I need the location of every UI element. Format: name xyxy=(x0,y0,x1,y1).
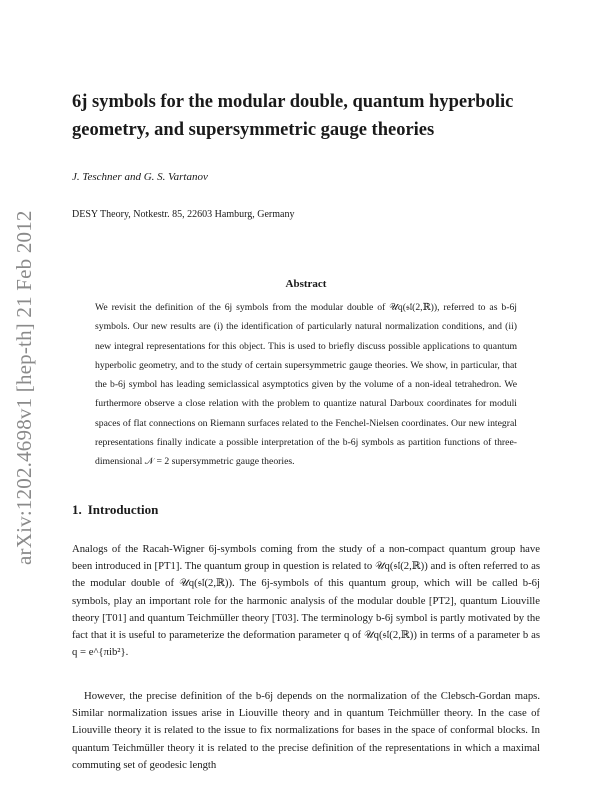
paper-authors: J. Teschner and G. S. Vartanov xyxy=(72,171,208,183)
paper-title: 6j symbols for the modular double, quantum hyperbolic geometry, and supersymmetric gauge theories xyxy=(72,92,514,140)
author-affiliation: DESY Theory, Notkestr. 85, 22603 Hamburg, Germany xyxy=(72,209,295,220)
section-title: Introduction xyxy=(87,502,159,517)
body-paragraph: However, the precise definition of the b-6j depends on the normalization of the Clebsch-Gordan maps. Similar normalization issues arise in Liouville theory and in quantum Teichmüller theory. In the case of Liouville theory it is related to the issue to fix normalizations for bases in the space of conformal blocks. In quantum Teichmüller theory it is related to the precise definition of the representations in which a maximal commuting set of geodesic length xyxy=(72,690,540,771)
section-heading xyxy=(72,502,158,518)
abstract-heading: Abstract xyxy=(285,278,327,290)
abstract-body: We revisit the definition of the 6j symbols from the modular double of 𝒰q(𝔰𝔩(2,ℝ)), referred to as b-6j symbols. Our new results are (i) the identification of particularly natural normalization conditions, and (ii) new integral representations for this object. This is used to briefly discuss possible applications to quantum hyperbolic geometry, and to the study of certain supersymmetric gauge theories. We show, in particular, that the b-6j symbol has leading semiclassical asymptotics given by the volume of a non-ideal tetrahedron. We furthermore observe a close relation with the problem to quantize natural Darboux coordinates for moduli spaces of flat connections on Riemann surfaces related to the Fenchel-Nielsen coordinates. Our new integral representations finally indicate a possible interpretation of the b-6j symbols as partition functions of three-dimensional 𝒩 = 2 supersymmetric gauge theories. xyxy=(95,302,517,468)
section-number: 1. xyxy=(72,502,82,517)
body-paragraph: Analogs of the Racah-Wigner 6j-symbols coming from the study of a non-compact quantum group have been introduced in [PT1]. The quantum group in question is related to 𝒰q(𝔰𝔩(2,ℝ)) and is often referred to as the modular double of 𝒰q(𝔰𝔩(2,ℝ)). The 6j-symbols of this quantum group, which will be called b-6j symbols, play an important role for the harmonic analysis of the modular double [PT2], quantum Liouville theory [T01] and quantum Teichmüller theory [T03]. The terminology b-6j symbol is partly motivated by the fact that it is useful to parameterize the deformation parameter q of 𝒰q(𝔰𝔩(2,ℝ)) in terms of a parameter b as q = e^{πib²}. xyxy=(72,543,540,659)
arxiv-identifier-stamp: arXiv:1202.4698v1 [hep-th] 21 Feb 2012 xyxy=(12,210,36,565)
